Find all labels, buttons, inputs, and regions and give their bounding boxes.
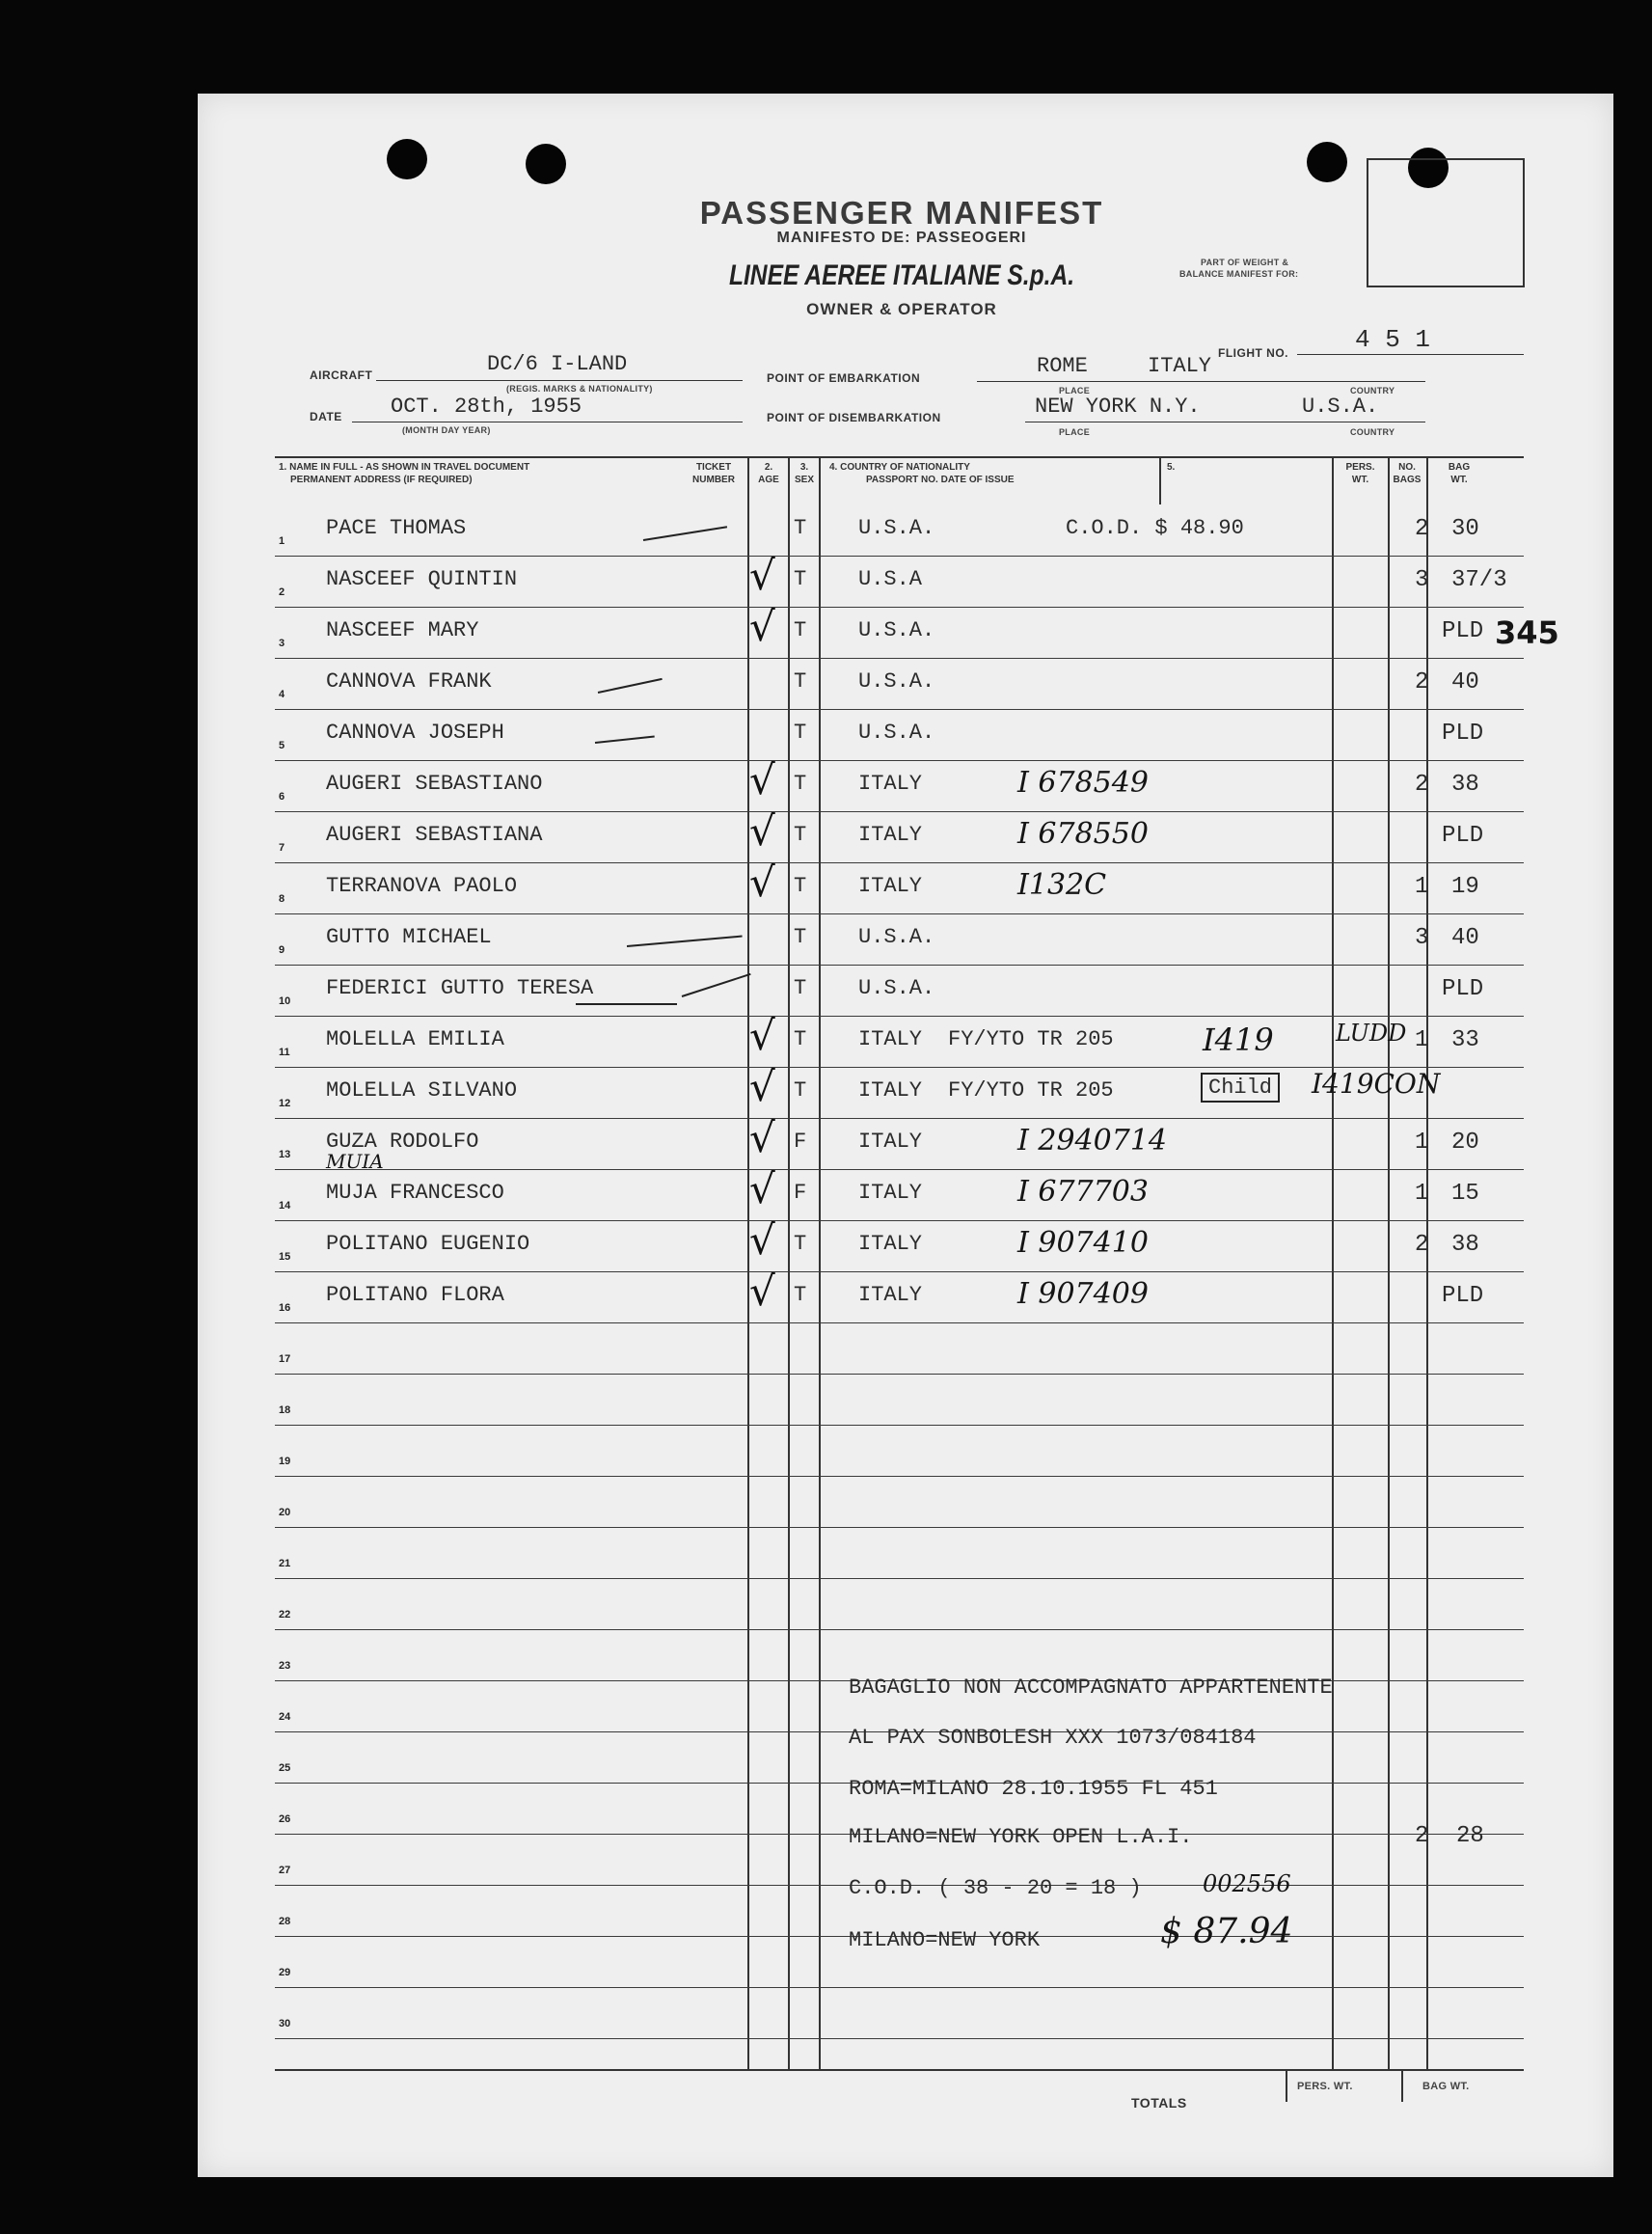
bag-weight: 40: [1451, 669, 1479, 695]
row-number: 7: [279, 842, 285, 854]
passenger-name: MOLELLA SILVANO: [326, 1078, 518, 1103]
check-mark: √: [749, 858, 775, 906]
disembark-country: U.S.A.: [1302, 395, 1379, 419]
bag-count: 2: [1415, 772, 1429, 798]
passenger-name: NASCEEF MARY: [326, 618, 479, 642]
passenger-sex: T: [794, 976, 807, 1000]
row-rule: [275, 1527, 1524, 1528]
table-top-line: [275, 456, 1524, 458]
row-number: 28: [279, 1916, 291, 1927]
child-passport: I419CON: [1312, 1068, 1441, 1100]
passenger-name: PACE THOMAS: [326, 516, 467, 540]
passenger-sex: T: [794, 772, 807, 796]
pen-stroke: [643, 526, 727, 541]
pen-stroke: [627, 936, 743, 947]
passenger-nationality: U.S.A.: [858, 925, 935, 949]
passenger-nationality: U.S.A.: [858, 721, 935, 745]
passenger-sex: T: [794, 516, 807, 540]
bag-count: 1: [1415, 1027, 1429, 1053]
bag-weight: 19: [1451, 874, 1479, 900]
punch-hole: [1307, 142, 1347, 182]
passport-i419: I419: [1203, 1022, 1274, 1058]
passenger-sex: T: [794, 1232, 807, 1256]
row-number: 20: [279, 1507, 291, 1518]
row-number: 24: [279, 1711, 291, 1723]
page-title: PASSENGER MANIFEST: [699, 195, 1104, 231]
manifest-page: [198, 94, 1613, 2177]
note-4: MILANO=NEW YORK OPEN L.A.I.: [849, 1825, 1193, 1849]
bag-count: 1: [1415, 874, 1429, 900]
passenger-nationality: U.S.A.: [858, 976, 935, 1000]
passenger-sex: T: [794, 925, 807, 949]
passenger-sex: T: [794, 618, 807, 642]
totals-label: TOTALS: [1131, 2095, 1187, 2111]
check-mark: √: [749, 1012, 775, 1059]
row-number: 8: [279, 893, 285, 905]
col-5-header: 5.: [1167, 462, 1176, 473]
row-rule: [275, 2038, 1524, 2039]
passenger-nationality: ITALY: [858, 874, 923, 898]
row-rule: [275, 1629, 1524, 1630]
check-mark: √: [749, 756, 775, 804]
row-rule: [275, 760, 1524, 761]
teresa-underline: [576, 1003, 677, 1005]
passenger-sex: T: [794, 721, 807, 745]
check-mark: √: [749, 807, 775, 855]
row-number: 3: [279, 638, 285, 649]
passenger-nationality: U.S.A.: [858, 669, 935, 694]
footer-pers-wt: PERS. WT.: [1297, 2081, 1353, 2092]
row-number: 15: [279, 1251, 291, 1263]
bag-count: 1: [1415, 1130, 1429, 1156]
passenger-passport: FY/YTO TR 205: [948, 1078, 1114, 1103]
passenger-passport: C.O.D. $ 48.90: [1066, 516, 1244, 540]
row-rule: [275, 1374, 1524, 1375]
airline-name: LINEE AEREE ITALIANE S.p.A.: [728, 259, 1075, 291]
pen-stroke: [598, 678, 663, 694]
row-rule: [275, 1271, 1524, 1272]
check-mark: √: [749, 1063, 775, 1110]
place-label: PLACE: [1059, 386, 1091, 395]
passenger-name: CANNOVA JOSEPH: [326, 721, 504, 745]
note-5-handwritten: 002556: [1203, 1870, 1291, 1897]
bag-weight: PLD: [1442, 823, 1484, 849]
passenger-name: NASCEEF QUINTIN: [326, 567, 518, 591]
passenger-sex: F: [794, 1130, 807, 1154]
passenger-sex: T: [794, 823, 807, 847]
weight-balance-box: [1367, 158, 1525, 287]
row-number: 14: [279, 1200, 291, 1212]
bag-weight: 37/3: [1451, 567, 1507, 593]
row-rule: [275, 709, 1524, 710]
passenger-name: CANNOVA FRANK: [326, 669, 492, 694]
row-rule: [275, 1578, 1524, 1579]
bag-weight: 40: [1451, 925, 1479, 951]
bag-weight: 33: [1451, 1027, 1479, 1053]
page-subtitle: MANIFESTO DE: PASSEOGERI: [776, 230, 1027, 246]
passenger-passport: I 678549: [1017, 766, 1149, 800]
col-pers-wt-header: PERS. WT.: [1345, 462, 1375, 485]
row-number: 30: [279, 2018, 291, 2030]
disembark-label: POINT OF DISEMBARKATION: [767, 411, 941, 424]
passenger-sex: T: [794, 669, 807, 694]
bag-weight: 38: [1451, 772, 1479, 798]
row-number: 6: [279, 791, 285, 803]
row-rule: [275, 965, 1524, 966]
col-sex-header: 3. SEX: [794, 462, 814, 485]
col-no-bags-header: NO. BAGS: [1393, 462, 1422, 485]
passenger-sex: T: [794, 1027, 807, 1051]
row-number: 5: [279, 740, 285, 751]
row-number: 16: [279, 1302, 291, 1314]
row-rule: [275, 658, 1524, 659]
disembark-place: NEW YORK N.Y.: [1035, 395, 1201, 419]
bag-weight: PLD: [1442, 618, 1484, 644]
passenger-passport: I 2940714: [1017, 1124, 1167, 1158]
row-number: 11: [279, 1047, 290, 1058]
country-label-2: COUNTRY: [1350, 427, 1395, 437]
bag-count: 3: [1415, 925, 1429, 951]
col-name-header: 1. NAME IN FULL - AS SHOWN IN TRAVEL DOCUMENT PERMANENT ADDRESS (IF REQUIRED): [279, 462, 530, 485]
passenger-passport: I 678550: [1017, 817, 1149, 851]
check-mark: √: [749, 1216, 775, 1264]
date-label: DATE: [310, 410, 342, 423]
check-mark: √: [749, 603, 775, 650]
row-rule: [275, 811, 1524, 812]
flight-no-label: FLIGHT NO.: [1218, 346, 1288, 360]
row-rule: [275, 1476, 1524, 1477]
passenger-nationality: U.S.A: [858, 567, 923, 591]
bag-weight: PLD: [1442, 721, 1484, 747]
passenger-passport: I 677703: [1017, 1175, 1149, 1209]
bag-weight: 15: [1451, 1181, 1479, 1207]
row-number: 10: [279, 995, 291, 1007]
aircraft-sublabel: (REGIS. MARKS & NATIONALITY): [506, 384, 653, 394]
child-stamp: Child: [1201, 1073, 1280, 1103]
note-3: ROMA=MILANO 28.10.1955 FL 451: [849, 1777, 1218, 1801]
row-number: 2: [279, 586, 285, 598]
aircraft-value: DC/6 I-LAND: [487, 352, 628, 376]
row-number: 4: [279, 689, 285, 700]
passenger-nationality: ITALY: [858, 772, 923, 796]
passenger-nationality: ITALY: [858, 1027, 923, 1051]
row-number: 19: [279, 1456, 291, 1467]
place-label-2: PLACE: [1059, 427, 1091, 437]
weight-note-2: BALANCE MANIFEST FOR:: [1179, 269, 1299, 279]
row-rule: [275, 607, 1524, 608]
row-rule: [275, 1987, 1524, 1988]
row-rule: [275, 1322, 1524, 1323]
row-number: 17: [279, 1353, 291, 1365]
pen-stroke: [682, 973, 751, 997]
passenger-name: MUJA FRANCESCO: [326, 1181, 504, 1205]
passenger-name: AUGERI SEBASTIANO: [326, 772, 543, 796]
row-rule: [275, 1425, 1524, 1426]
passenger-nationality: U.S.A.: [858, 618, 935, 642]
row-rule: [275, 913, 1524, 914]
row-rule: [275, 862, 1524, 863]
passenger-nationality: U.S.A.: [858, 516, 935, 540]
row-number: 9: [279, 944, 285, 956]
row-number: 21: [279, 1558, 291, 1569]
weight-note-1: PART OF WEIGHT &: [1201, 258, 1289, 267]
passenger-name: GUTTO MICHAEL: [326, 925, 492, 949]
check-mark: √: [749, 1114, 775, 1161]
note-2: AL PAX SONBOLESH XXX 1073/084184: [849, 1726, 1257, 1750]
row-number: 23: [279, 1660, 291, 1672]
passenger-sex: T: [794, 567, 807, 591]
note-4-bags: 2: [1415, 1823, 1429, 1849]
passenger-sex: T: [794, 1283, 807, 1307]
row-number: 18: [279, 1404, 291, 1416]
embark-place: ROME: [1037, 354, 1088, 378]
punch-hole: [387, 139, 427, 179]
passenger-nationality: ITALY: [858, 1130, 923, 1154]
bag-weight: PLD: [1442, 1283, 1484, 1309]
row-rule: [275, 1118, 1524, 1119]
pen-stroke: [595, 736, 655, 744]
note-4-wt: 28: [1456, 1823, 1484, 1849]
row-number: 1: [279, 535, 285, 547]
passenger-nationality: ITALY: [858, 1232, 923, 1256]
row-number: 22: [279, 1609, 291, 1621]
aircraft-label: AIRCRAFT: [310, 368, 373, 382]
passenger-nationality: ITALY: [858, 1283, 923, 1307]
passenger-passport: FY/YTO TR 205: [948, 1027, 1114, 1051]
passenger-name: POLITANO EUGENIO: [326, 1232, 530, 1256]
bag-weight: 20: [1451, 1130, 1479, 1156]
passenger-name: AUGERI SEBASTIANA: [326, 823, 543, 847]
punch-hole: [526, 144, 566, 184]
check-mark: √: [749, 1267, 775, 1315]
row-number: 29: [279, 1967, 291, 1978]
bag-count: 3: [1415, 567, 1429, 593]
row-number: 25: [279, 1762, 291, 1774]
passenger-passport: I132C: [1017, 868, 1107, 902]
bag-weight: 30: [1451, 516, 1479, 542]
passenger-nationality: ITALY: [858, 1181, 923, 1205]
bag-count: 2: [1415, 669, 1429, 695]
owner-operator: OWNER & OPERATOR: [806, 300, 997, 318]
bag-count: 1: [1415, 1181, 1429, 1207]
muja-correction: MUIA: [326, 1150, 384, 1173]
row-number: 26: [279, 1813, 291, 1825]
date-value: OCT. 28th, 1955: [391, 395, 582, 419]
passenger-nationality: ITALY: [858, 1078, 923, 1103]
bag-weight: PLD: [1442, 976, 1484, 1002]
passenger-name: TERRANOVA PAOLO: [326, 874, 518, 898]
handwritten-lu: LUDD: [1336, 1020, 1407, 1047]
footer-line: [275, 2069, 1524, 2071]
passenger-name: POLITANO FLORA: [326, 1283, 504, 1307]
col-ticket-header: TICKET NUMBER: [692, 462, 735, 485]
flight-no-value: 4 5 1: [1355, 325, 1431, 354]
bag-count: 2: [1415, 516, 1429, 542]
country-label: COUNTRY: [1350, 386, 1395, 395]
passenger-name: MOLELLA EMILIA: [326, 1027, 504, 1051]
check-mark: √: [749, 552, 775, 599]
passenger-sex: T: [794, 1078, 807, 1103]
col-nationality-header: 4. COUNTRY OF NATIONALITY PASSPORT NO. DATE OF ISSUE: [829, 462, 1015, 485]
passenger-name: GUZA RODOLFO: [326, 1130, 479, 1154]
row-rule: [275, 1169, 1524, 1170]
bag-weight: 38: [1451, 1232, 1479, 1258]
bag-count: 2: [1415, 1232, 1429, 1258]
date-sublabel: (MONTH DAY YEAR): [402, 425, 491, 435]
passenger-passport: I 907409: [1017, 1277, 1149, 1311]
handwritten-total: 345: [1495, 614, 1559, 651]
note-6-handwritten: $ 87.94: [1160, 1912, 1293, 1951]
passenger-passport: I 907410: [1017, 1226, 1149, 1260]
col-age-header: 2. AGE: [758, 462, 779, 485]
row-number: 13: [279, 1149, 291, 1160]
passenger-nationality: ITALY: [858, 823, 923, 847]
row-number: 27: [279, 1865, 291, 1876]
embark-label: POINT OF EMBARKATION: [767, 371, 921, 385]
row-number: 12: [279, 1098, 291, 1109]
passenger-sex: F: [794, 1181, 807, 1205]
row-rule: [275, 556, 1524, 557]
col-bag-wt-header: BAG WT.: [1448, 462, 1471, 485]
row-rule: [275, 1220, 1524, 1221]
note-1: BAGAGLIO NON ACCOMPAGNATO APPARTENENTE: [849, 1676, 1333, 1700]
footer-bag-wt: BAG WT.: [1422, 2081, 1470, 2092]
passenger-name: FEDERICI GUTTO TERESA: [326, 976, 594, 1000]
embark-country: ITALY: [1148, 354, 1212, 378]
check-mark: √: [749, 1165, 775, 1212]
note-5: C.O.D. ( 38 - 20 = 18 ): [849, 1876, 1142, 1900]
note-6: MILANO=NEW YORK: [849, 1928, 1041, 1952]
passenger-sex: T: [794, 874, 807, 898]
row-rule: [275, 1016, 1524, 1017]
